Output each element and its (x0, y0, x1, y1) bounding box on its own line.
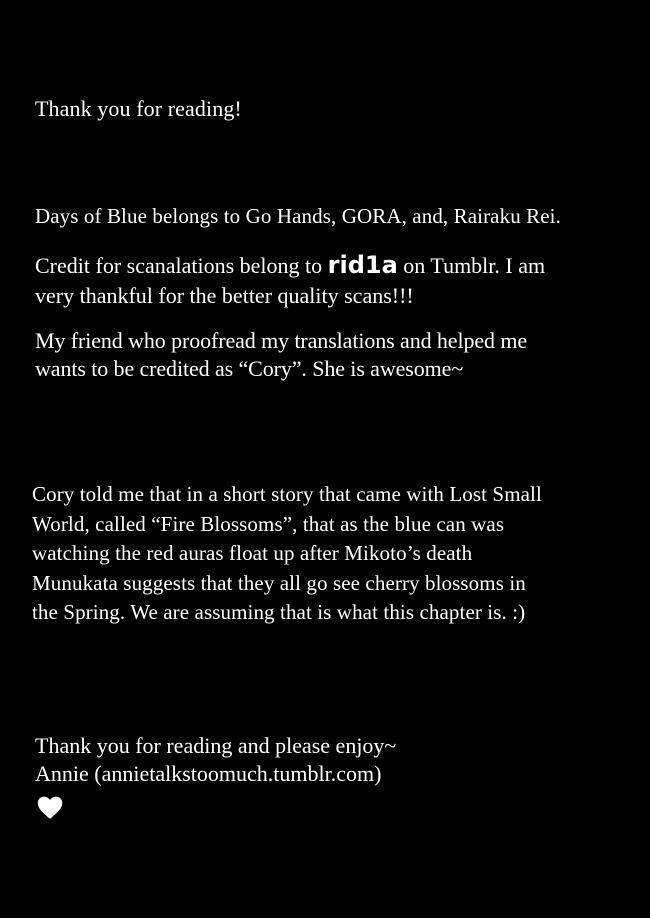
story-note-line: World, called “Fire Blossoms”, that as the blue can was (32, 511, 505, 536)
signoff (35, 732, 396, 788)
proofreader-credit-line-2: wants to be credited as “Cory”. She is awesome~ (35, 356, 464, 381)
scan-credit-line-2: very thankful for the better quality scans!!! (35, 283, 414, 308)
signoff-line-1: Thank you for reading and please enjoy~ (35, 733, 397, 758)
scan-credit-after: on Tumblr. I am (397, 253, 546, 278)
story-note-line: Cory told me that in a short story that came with Lost Small (32, 482, 542, 506)
signoff-author: Annie (annietalkstoomuch.tumblr.com) (35, 761, 382, 786)
ownership-note: Days of Blue belongs to Go Hands, GORA, and, Rairaku Rei. (35, 204, 561, 228)
scan-credit-highlight: rid1a (327, 251, 398, 279)
greeting-heading: Thank you for reading! (35, 96, 242, 121)
scan-credit-before: Credit for scanalations belong to (35, 253, 328, 278)
scan-credit (35, 250, 545, 311)
heart-icon (36, 794, 64, 822)
proofreader-credit-line-1: My friend who proofread my translations and helped me (35, 328, 528, 353)
story-note-line: the Spring. We are assuming that is what this chapter is. :) (32, 600, 526, 624)
proofreader-credit (35, 327, 527, 383)
story-note-line: watching the red auras float up after Mikoto’s death (32, 541, 473, 565)
story-note (32, 480, 542, 628)
story-note-line: Munukata suggests that they all go see cherry blossoms in (32, 570, 526, 595)
